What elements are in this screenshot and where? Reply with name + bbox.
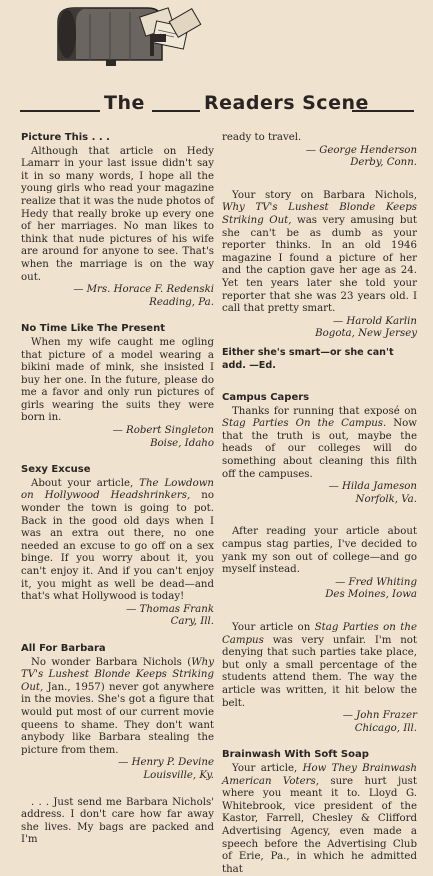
signature-name: — Henry P. Devine: [118, 757, 214, 769]
article-title: How They Brainwash American Voters,: [222, 762, 417, 787]
letter-heading: All For Barbara: [21, 642, 106, 654]
title-readers-scene: Readers Scene: [204, 92, 369, 114]
body-text: Now that the truth is out, maybe the heads of our colleges will do something about cleaning this filth off the campuses.: [222, 418, 417, 480]
letter-signature: [21, 757, 214, 782]
letter-heading: Picture This . . .: [21, 132, 110, 143]
letter-continued: [222, 132, 417, 170]
signature-place: Bogota, New Jersey: [315, 328, 417, 340]
letter-picture-this: [21, 132, 214, 309]
letter-barbara-age: [222, 190, 417, 341]
letter-signature: [21, 604, 214, 629]
body-text: Your article,: [232, 762, 303, 774]
signature-name: — Hilda Jameson: [328, 481, 417, 493]
body-text: sure hurt just where you meant it to. Lloyd G. Whitebrook, vice president of the Kastor, Farrell, Chesley & Clifford Advertising Agency, even made a speech before the Advertising Club of Erie, Pa., in which he admitted that: [222, 775, 417, 875]
letter-heading: Campus Capers: [222, 392, 310, 404]
signature-place: Cary, Ill.: [170, 616, 214, 628]
letter-body: ready to travel.: [222, 132, 302, 143]
editor-note: Either she's smart—or she can't add. —Ed.: [222, 346, 394, 371]
letter-brainwash: [222, 749, 417, 876]
letter-body: [222, 622, 417, 710]
article-title: Stag Parties on the Campus: [222, 622, 417, 646]
signature-name: — Thomas Frank: [126, 603, 214, 615]
letter-body: After reading your article about campus stag parties, I've decided to yank my son out of college—and go myself instead.: [222, 526, 417, 576]
title-rule-left: [20, 110, 100, 112]
signature-place: Reading, Pa.: [149, 296, 214, 308]
letter-signature: [21, 284, 214, 309]
body-text: was very unfair. I'm not denying that such parties take place, but only a small percentage of the students attend them. The way the article was written, it hit below the belt.: [222, 634, 417, 709]
letter-signature: [222, 710, 417, 735]
letter-campus-capers: [222, 392, 417, 506]
letter-heading: Brainwash With Soft Soap: [222, 749, 369, 761]
signature-name: — Fred Whiting: [335, 576, 417, 588]
signature-place: Louisville, Ky.: [143, 769, 214, 781]
letter-body: [222, 763, 417, 876]
letter-signature: [222, 481, 417, 506]
article-title: Why TV's Lushest Blonde Keeps Striking Out,: [222, 202, 417, 226]
letter-send-address: [21, 797, 214, 847]
body-text: No wonder Barbara Nichols (: [31, 656, 192, 668]
letter-body: Although that article on Hedy Lamarr in your last issue didn't say it in so many words, I hope all the young girls who read your magazine realize that it was the nude photos of Hedy that really broke up every one of her marriages. No man likes to think that nude pictures of his wife are around for anyone to see. That's when the marriage is on the way out.: [21, 145, 214, 283]
signature-name: — John Frazer: [342, 710, 417, 722]
letter-body: [21, 657, 214, 758]
article-title: The Lowdown on Hollywood Headshrinkers,: [21, 477, 214, 502]
letter-body: [222, 190, 417, 316]
article-title: Stag Parties On the Campus.: [222, 418, 387, 430]
signature-place: Boise, Idaho: [150, 437, 214, 449]
signature-name: — Mrs. Horace F. Redenski: [73, 284, 214, 296]
signature-place: Norfolk, Va.: [355, 493, 417, 505]
letter-heading: Sexy Excuse: [21, 464, 91, 476]
right-column: [222, 132, 417, 876]
letter-all-for-barbara: [21, 643, 214, 783]
letter-body: [21, 478, 214, 604]
title-rule-middle: [152, 110, 200, 112]
signature-place: Derby, Conn.: [350, 157, 417, 169]
letter-signature: [222, 316, 417, 341]
mailbox-illustration: [50, 4, 210, 66]
article-title: Why TV's Lushest Blonde Keeps Striking Out,: [21, 656, 214, 693]
body-text: Your story on Barbara Nichols,: [232, 189, 417, 201]
left-column: [21, 132, 214, 847]
signature-name: — George Henderson: [305, 144, 417, 156]
signature-place: Chicago, Ill.: [354, 722, 417, 734]
letter-signature: [222, 145, 417, 170]
body-text: Your article on: [232, 622, 315, 633]
page-header: [0, 0, 433, 130]
letter-no-time: [21, 323, 214, 450]
title-the: The: [104, 92, 145, 114]
letter-unfair: [222, 622, 417, 735]
letter-signature: [222, 577, 417, 602]
letter-body: When my wife caught me ogling that picture of a model wearing a bikini made of mink, she insisted I buy her one. In the future, please do me a favor and only run pictures of girls wearing the suits they were born in.: [21, 336, 214, 424]
letter-body: . . . Just send me Barbara Nichols' address. I don't care how far away she lives. My bags are packed and I'm: [21, 796, 214, 846]
body-text: About your article,: [31, 477, 140, 489]
letter-body: [222, 406, 417, 482]
letter-heading: No Time Like The Present: [21, 323, 165, 335]
signature-place: Des Moines, Iowa: [325, 589, 417, 601]
letter-sexy-excuse: [21, 464, 214, 629]
body-text: Jan., 1957) never got anywhere in the movies. She's got a figure that would put most of our current movie queens to shame. They don't want anybody like Barbara stealing the picture from them.: [21, 681, 214, 756]
letter-yank-son: [222, 526, 417, 602]
body-text: no wonder the town is going to pot. Back in the good old days when I was an extra out there, no one needed an excuse to go off on a sex binge. If you worry about it, you can't enjoy it. And if you can't enjoy it, you might as well be dead—and that's what Hollywood is today!: [21, 490, 214, 603]
letter-signature: [21, 425, 214, 450]
body-text: was very amusing but she can't be as dumb as your reporter thinks. In an old 1946 magazine I found a picture of her and the caption gave her age as 24. Yet ten years later she told your reporter that she was 23 years old. I call that pretty smart.: [222, 214, 417, 315]
signature-name: — Robert Singleton: [112, 425, 214, 437]
signature-name: — Harold Karlin: [332, 315, 417, 327]
body-text: Thanks for running that exposé on: [232, 405, 417, 417]
